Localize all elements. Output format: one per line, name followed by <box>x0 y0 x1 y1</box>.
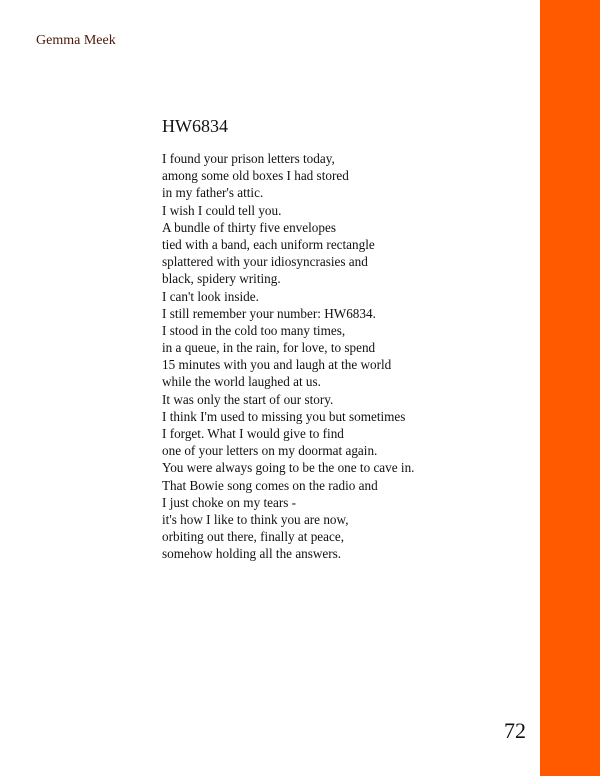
poem-line: I think I'm used to missing you but sometimes <box>162 408 406 424</box>
poem-line: I forget. What I would give to find <box>162 426 344 441</box>
poem-line: I stood in the cold too many times, <box>162 322 346 338</box>
poem-line: I just choke on my tears - <box>162 494 297 510</box>
poem-line: It was only the start of our story. <box>162 391 334 407</box>
poem-line: orbiting out there, finally at peace, <box>162 529 344 545</box>
poem-line: I found your prison letters today, <box>162 151 335 166</box>
poem-line: while the world laughed at us. <box>162 374 321 390</box>
poem-line: black, spidery writing. <box>162 271 281 287</box>
poem-line: I wish I could tell you. <box>162 202 282 218</box>
poem-line: tied with a band, each uniform rectangle <box>162 236 375 252</box>
poem-body <box>162 150 414 563</box>
poem-line: 15 minutes with you and laugh at the world <box>162 357 392 373</box>
author-name: Gemma Meek <box>36 33 116 48</box>
poem-line: one of your letters on my doormat again. <box>162 443 378 459</box>
poem-line: That Bowie song comes on the radio and <box>162 477 378 493</box>
poem-line: splattered with your idiosyncrasies and <box>162 254 368 270</box>
poem-line: You were always going to be the one to cave in. <box>162 460 415 476</box>
poem-title: HW6834 <box>162 116 228 136</box>
poem-line: I still remember your number: HW6834. <box>162 305 376 321</box>
poem-line: I can't look inside. <box>162 288 259 304</box>
page-number: 72 <box>504 718 526 743</box>
poem-line: A bundle of thirty five envelopes <box>162 219 336 235</box>
poem-line: somehow holding all the answers. <box>162 546 342 562</box>
poem-line: in my father's attic. <box>162 185 264 201</box>
accent-side-bar <box>540 0 600 776</box>
poem-line: it's how I like to think you are now, <box>162 511 349 527</box>
poem-line: among some old boxes I had stored <box>162 168 349 184</box>
poem-line: in a queue, in the rain, for love, to spend <box>162 340 376 356</box>
